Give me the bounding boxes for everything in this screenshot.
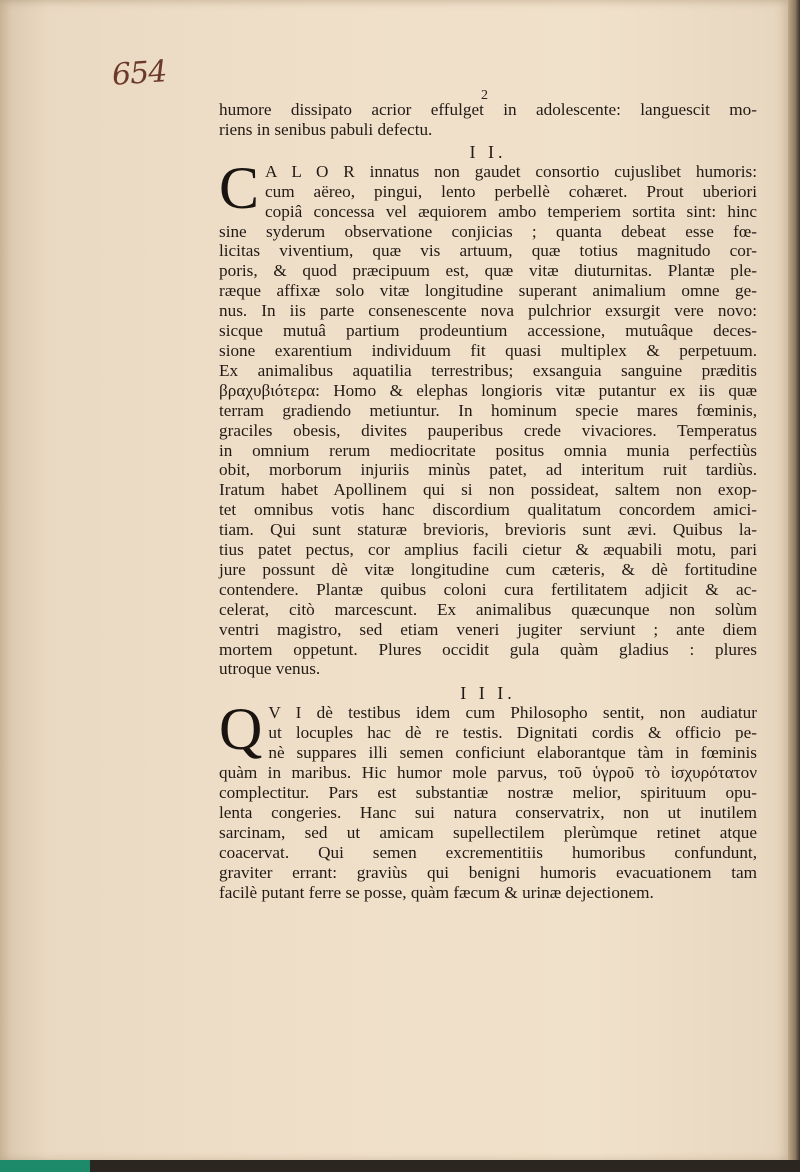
text-line: riens in senibus pabuli defectu. <box>219 119 433 139</box>
text-line: sine syderum observatione conjicias ; quanta debeat esse fœ- <box>219 221 757 241</box>
text-line: graciles obesis, divites pauperibus crede vivaciores. Temperatus <box>219 420 757 440</box>
text-line: coacervat. Qui semen excrementitiis humoribus confundunt, <box>219 842 757 862</box>
text-line: lenta congeries. Hanc sui natura conservatrix, non ut inutilem <box>219 802 757 822</box>
section-heading-ii: I I. <box>469 141 507 162</box>
text-line: sione exarentium individuum fit quasi multiplex & perpetuum. <box>219 340 757 360</box>
text-line: celerat, citò marcescunt. Ex animalibus quæcunque non solùm <box>219 599 757 619</box>
text-line: sarcinam, sed ut amicam supellectilem plerùmque retinet atque <box>219 822 757 842</box>
section-iii <box>219 696 757 902</box>
text-line: ræque affixæ solo vitæ longitudine superant animalium omne ge- <box>219 281 757 301</box>
text-line: tius patet pectus, cor amplius facili cietur & æquabili motu, pari <box>219 540 757 560</box>
text-line: in omnium rerum mediocritate positus omnia munia perfectiùs <box>219 440 757 460</box>
text-line: poris, & quod præcipuum est, quæ vitæ diuturnitas. Plantæ ple- <box>219 261 757 281</box>
text-line: quàm in maribus. Hic humor mole parvus, τοῦ ὑγροῦ τὸ ἰσχυρότατον <box>219 763 757 783</box>
page-edge-shadow <box>788 0 800 1172</box>
text-line: humore dissipato acrior effulget in adolescente: languescit mo- <box>219 100 757 119</box>
text-line: utroque venus. <box>219 659 321 679</box>
text-line: A L O R innatus non gaudet consortio cujuslibet humoris: <box>265 161 757 181</box>
text-line: sicque mutuâ partium prodeuntium accessione, mutuâque deces- <box>219 321 757 341</box>
text-line: licitas viventium, quæ vis artuum, quæ totius magnitudo cor- <box>219 241 757 261</box>
text-line: copiâ concessa vel æquiorem ambo temperiem sortita sint: hinc <box>265 201 757 221</box>
text-line: tiam. Qui sunt staturæ brevioris, brevioris sunt ævi. Quibus la- <box>219 520 757 540</box>
text-line: tet omnibus votis hanc discordium qualitatum concordem amici- <box>219 500 757 520</box>
section-heading-iii: I I I. <box>460 683 516 704</box>
text-line: nus. In iis parte consenescente nova pulchrior exsurgit vere novo: <box>219 301 757 321</box>
text-line: mortem oppetunt. Plures occidit gula quàm gladius : plures <box>219 639 757 659</box>
bottom-color-strip <box>0 1160 800 1172</box>
drop-cap-c: C <box>219 154 260 221</box>
text-line: obit, morborum injuriis minùs patet, ad interitum ruit tardiùs. <box>219 460 757 480</box>
text-line: contendere. Plantæ quibus coloni cura fertilitatem adjicit & ac- <box>219 579 757 599</box>
handwritten-folio-number: 654 <box>110 54 168 93</box>
text-line: facilè putant ferre se posse, quàm fæcum & urinæ dejectionem. <box>219 882 654 902</box>
signature-mark: 2 <box>481 88 488 103</box>
text-line: graviter errant: graviùs qui benigni humoris evacuationem tam <box>219 862 757 882</box>
text-line: Ex animalibus aquatilia terrestribus; exsanguia sanguine præditis <box>219 360 757 380</box>
drop-cap-q: Q <box>219 696 263 763</box>
text-line: Iratum habet Apollinem qui si non possideat, saltem non exop- <box>219 480 757 500</box>
text-line: ut locuples hac dè re testis. Dignitati cordis & officio pe- <box>268 723 757 743</box>
text-line: ventri magistro, sed etiam veneri jugiter serviunt ; ante diem <box>219 619 757 639</box>
text-line: complectitur. Pars est substantiæ nostræ melior, spirituum opu- <box>219 783 757 802</box>
text-line: cum aëreo, pingui, lento perbellè cohæret. Prout uberiori <box>265 181 757 201</box>
text-line: βραχυβιότερα: Homo & elephas longioris vitæ putantur ex iis quæ <box>219 380 757 400</box>
page-body-text <box>219 100 757 902</box>
section-ii <box>219 154 757 680</box>
text-line: V I dè testibus idem cum Philosopho sentit, non audiatur <box>268 703 757 723</box>
text-line: terram gradiendo metiuntur. In hominum specie mares fœminis, <box>219 400 757 420</box>
text-line: nè suppares illi semen conficiunt elaborantque tàm in fœminis <box>268 743 757 763</box>
text-line: jure possunt dè vitæ longitudine cum cæteris, & dè fortitudine <box>219 559 757 579</box>
